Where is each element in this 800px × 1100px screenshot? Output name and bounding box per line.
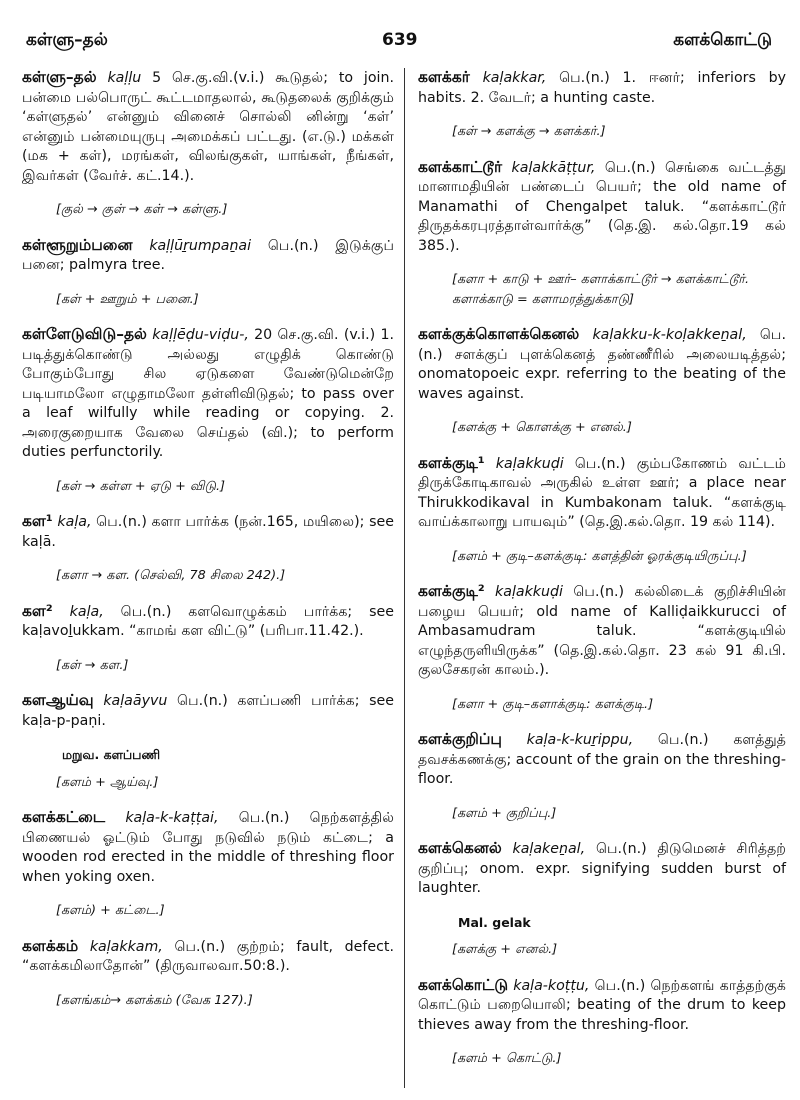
entry-etymology: [களங்கம்→ களக்கம் (வேக 127).] bbox=[56, 992, 253, 1008]
dictionary-entry bbox=[418, 582, 786, 681]
dictionary-entry bbox=[418, 976, 786, 1036]
entry-etymology: [கள் → கள்ள + ஏடு + விடு.] bbox=[56, 478, 226, 494]
left-column bbox=[22, 68, 394, 1026]
dictionary-entry bbox=[22, 325, 394, 463]
entry-transliteration: kaḷakeṉal, bbox=[512, 841, 586, 857]
entry-transliteration: kaḷakkar, bbox=[482, 70, 547, 86]
dictionary-entry bbox=[22, 236, 394, 276]
entry-headword: கள² bbox=[22, 601, 53, 620]
dictionary-entry bbox=[22, 691, 394, 731]
dictionary-entry bbox=[418, 325, 786, 404]
entry-etymology: [கள் → கள.] bbox=[56, 657, 129, 673]
entry-transliteration: kaḷaāyvu bbox=[103, 693, 168, 709]
dictionary-entry bbox=[418, 454, 786, 533]
entry-definition: பெ.(n.) களவொழுக்கம் பார்க்க; see kaḷavoḻukkam. “காமங் கள விட்டு” (பரிபா.11.42.). bbox=[22, 603, 394, 639]
dictionary-entry bbox=[418, 839, 786, 899]
entry-etymology: [கள் + ஊறும் + பனை.] bbox=[56, 291, 199, 307]
dictionary-entry bbox=[22, 937, 394, 977]
dictionary-entry bbox=[22, 602, 394, 642]
entry-etymology: [களம்) + கட்டை.] bbox=[56, 903, 165, 918]
entry-etymology: [கள் → களக்கு → களக்கர்.] bbox=[452, 124, 606, 139]
page-number: 639 bbox=[382, 30, 418, 50]
entry-definition: பெ.(n.) கல்லிடைக் குறிச்சியின் பழைய பெயர்; old name of Kalliḍaikkurucci of Ambasamudram taluk. “களக்குடியில் எழுந்தருளியிருக்க” (தெ.இ.கல்.தொ. 23 கல் 91 கி.பி. குலசேகரன் காலம்.). bbox=[418, 584, 787, 678]
entry-etymology: [களம் + ஆய்வு.] bbox=[56, 774, 159, 790]
entry-headword: கள¹ bbox=[22, 512, 53, 530]
entry-definition: பெ.(n.) 1. ஈனர்; inferiors by habits. 2. வேடர்; a hunting caste. bbox=[418, 70, 787, 106]
entry-transliteration: kaḷa, bbox=[69, 603, 104, 620]
entry-headword: களக்குடி¹ bbox=[418, 453, 485, 472]
entry-note: மறுவ. களப்பணி bbox=[62, 747, 161, 762]
entry-headword: களக்கர் bbox=[418, 68, 470, 86]
entry-definition: பெ.(n.) கும்பகோணம் வட்டம் திருக்கோடிகாவல் அருகில் உள்ள ஊர்; a place near Thirukkodikaval in Kumbakonam taluk. “களக்குடி வாய்க்காலாறு பாயவும்” (தெ.இ.கல்.தொ. 19 கல் 114). bbox=[418, 455, 787, 530]
entry-headword: கள்ளேடுவிடு–தல் bbox=[22, 325, 147, 343]
entry-etymology: [களா + குடி–களாக்குடி: களக்குடி.] bbox=[452, 696, 654, 712]
entry-etymology: [களம் + கொட்டு.] bbox=[452, 1051, 562, 1066]
entry-headword: கள்ளு–தல் bbox=[22, 68, 97, 86]
entry-headword: களக்குடி² bbox=[418, 582, 485, 600]
dictionary-entry bbox=[418, 68, 786, 108]
entry-transliteration: kaḷa-k-kaṭṭai, bbox=[125, 810, 219, 826]
entry-transliteration: kaḷakkuḍi bbox=[495, 584, 563, 600]
entry-definition: பெ.(n.) குற்றம்; fault, defect. “களக்கமிலாதோன்” (திருவாலவா.50:8.). bbox=[22, 938, 394, 974]
entry-headword: களக்கட்டை bbox=[22, 808, 106, 826]
entry-headword: களக்கெனல் bbox=[418, 839, 502, 857]
entry-transliteration: kaḷḷūṟumpaṉai bbox=[149, 237, 252, 254]
entry-headword: களக்குக்கொளக்கெனல் bbox=[418, 325, 580, 343]
right-column bbox=[418, 68, 786, 1085]
entry-headword: களக்கொட்டு bbox=[418, 975, 509, 994]
entry-etymology: [களக்கு + எனல்.] bbox=[452, 942, 558, 957]
entry-transliteration: kaḷakkāṭṭur, bbox=[511, 159, 596, 176]
entry-etymology: [களம் + குடி–களக்குடி: களத்தின் ஓரக்குடியிருப்பு.] bbox=[452, 548, 747, 564]
entry-transliteration: kaḷakkam, bbox=[89, 938, 163, 955]
entry-transliteration: kaḷḷēḍu-viḍu-, bbox=[152, 327, 249, 343]
dictionary-entry bbox=[22, 68, 394, 186]
entry-definition: பெ.(n.) இடுக்குப் பனை; palmyra tree. bbox=[22, 237, 394, 273]
header-left-guideword: கள்ளு–தல் bbox=[26, 30, 108, 50]
entry-transliteration: kaḷa, bbox=[57, 514, 92, 530]
entry-transliteration: kaḷḷu bbox=[107, 70, 142, 86]
dictionary-entry bbox=[418, 158, 786, 257]
dictionary-entry bbox=[22, 808, 394, 887]
dictionary-entry bbox=[418, 730, 786, 790]
entry-etymology: [களக்கு + கொளக்கு + எனல்.] bbox=[452, 420, 632, 435]
entry-transliteration: kaḷakkuḍi bbox=[495, 455, 564, 472]
entry-etymology: [களா + காடு + ஊர்– களாக்காட்டூர் → களக்காட்டூர். களாக்காடு = களாமரத்துக்காடு] bbox=[452, 272, 750, 307]
entry-headword: களஆய்வு bbox=[22, 691, 94, 709]
entry-headword: களக்கம் bbox=[22, 936, 79, 955]
dictionary-entry bbox=[22, 512, 394, 552]
entry-definition: பெ.(n.) சளக்குப் புளக்கெனத் தண்ணீரில் அலையடித்தல்; onomatopoeic expr. referring to the beating of the waves against. bbox=[418, 327, 787, 402]
entry-definition: பெ.(n.) செங்கை வட்டத்து மானாமதியின் பண்டைப் பெயர்; the old name of Manamathi of Chengalpet taluk. “களக்காட்டூர் திருதக்கரபுரத்தாள்வார்க்கு” (தெ.இ. கல்.தொ.19 கல் 385.). bbox=[418, 159, 787, 254]
entry-definition: பெ.(n.) களப்பணி பார்க்க; see kaḷa-p-paṇi. bbox=[22, 693, 395, 729]
entry-definition: பெ.(n.) களா பார்க்க (நன்.165, மயிலை); see kaḷā. bbox=[22, 514, 394, 550]
entry-etymology: [குல் → குள் → கள் → கள்ளு.] bbox=[56, 202, 228, 217]
entry-definition: பெ.(n.) திடுமெனச் சிரித்தற் குறிப்பு; onom. expr. signifying sudden burst of laughter. bbox=[418, 841, 787, 896]
page-header bbox=[0, 8, 800, 48]
entry-transliteration: kaḷa-k-kuṟippu, bbox=[526, 732, 634, 748]
entry-headword: களக்காட்டூர் bbox=[418, 157, 503, 176]
entry-definition: பெ.(n.) களத்துத் தவசக்கணக்கு; account of the grain on the threshing-floor. bbox=[418, 732, 786, 787]
column-divider bbox=[404, 68, 405, 1088]
entry-etymology: [களா → கள. (செல்வி, 78 சிலை 242).] bbox=[56, 568, 286, 583]
entry-headword: களக்குறிப்பு bbox=[418, 730, 502, 748]
entry-note: Mal. gelak bbox=[458, 914, 531, 930]
entry-transliteration: kaḷa-koṭṭu, bbox=[513, 977, 590, 994]
entry-definition: பெ.(n.) நெற்களங் காத்தற்குக் கொட்டும் பறையொலி; beating of the drum to keep thieves away from the threshing-floor. bbox=[418, 977, 786, 1033]
entry-definition: 20 செ.கு.வி. (v.i.) 1. படித்துக்கொண்டு அல்லது எழுதிக் கொண்டு போகும்போது சில ஏடுகளை வேண்டுமென்றே படியாமலோ எழுதாமலோ தள்ளிவிடுதல்; to pass over a leaf wilfully while reading or copying. 2. அரைகுறையாக வேலை செய்தல் (வி.); to perform duties perfunctorily. bbox=[22, 327, 394, 460]
entry-transliteration: kaḷakku-k-koḷakkeṉal, bbox=[592, 327, 747, 343]
entry-etymology: [களம் + குறிப்பு.] bbox=[452, 805, 557, 821]
entry-definition: 5 செ.கு.வி.(v.i.) கூடுதல்; to join. பன்மை பல்பொருட் கூட்டமாதலால், கூடுதலைக் குறிக்கும் ‘கள்ளுதல்’ என்னும் வினைச் சொல்லி னின்று ‘கள்’ என்னும் பன்மையுருபு அமைக்கப் பட்டது. (எ.டு.) மக்கள் (மக + கள்), மரங்கள், விலங்குகள், யாங்கள், நீங்கள், இவர்கள் (வேர்ச். கட்.14.). bbox=[22, 70, 394, 184]
entry-headword: கள்ளூறும்பனை bbox=[22, 235, 133, 254]
header-right-guideword: களக்கொட்டு bbox=[673, 30, 772, 50]
entry-definition: பெ.(n.) நெற்களத்தில் பிணையல் ஓட்டும் போது நடுவில் நடும் கட்டை; a wooden rod erected in the middle of threshing floor when yoking oxen. bbox=[22, 810, 395, 885]
